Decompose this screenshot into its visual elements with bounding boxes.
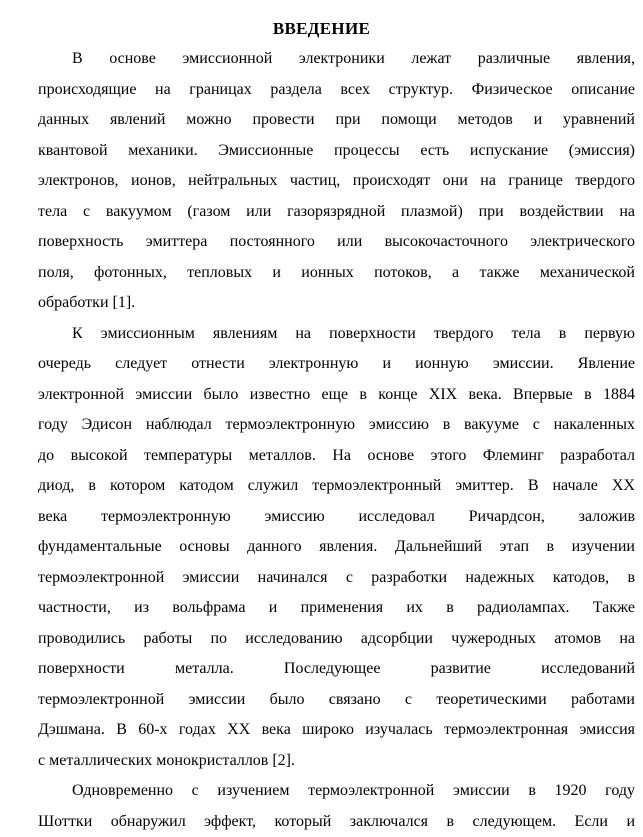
text-line: электронов, ионов, нейтральных частиц, происходят они на границе твердого	[38, 166, 635, 197]
text-line: термоэлектронной эмиссии начинался с разработки надежных катодов, в	[38, 563, 635, 594]
text-line: Дэшмана. В 60-х годах XX века широко изучалась термоэлектронная эмиссия	[38, 715, 635, 746]
text-line: частности, из вольфрама и применения их в радиолампах. Также	[38, 593, 635, 624]
document-title: ВВЕДЕНИЕ	[0, 14, 643, 44]
document-body	[38, 44, 635, 837]
text-line: до высокой температуры металлов. На основе этого Флеминг разработал	[38, 441, 635, 472]
paragraph	[38, 776, 635, 837]
text-line: В основе эмиссионной электроники лежат различные явления,	[38, 44, 635, 75]
text-line: электронной эмиссии было известно еще в конце XIX века. Впервые в 1884	[38, 380, 635, 411]
text-line: тела с вакуумом (газом или газорязрядной плазмой) при воздействии на	[38, 197, 635, 228]
text-line: Одновременно с изучением термоэлектронной эмиссии в 1920 году	[38, 776, 635, 807]
text-line: проводились работы по исследованию адсорбции чужеродных атомов на	[38, 624, 635, 655]
text-line: фундаментальные основы данного явления. Дальнейший этап в изучении	[38, 532, 635, 563]
text-line: квантовой механики. Эмиссионные процессы есть испускание (эмиссия)	[38, 136, 635, 167]
text-line: термоэлектронной эмиссии было связано с теоретическими работами	[38, 685, 635, 716]
text-line: обработки [1].	[38, 288, 635, 319]
text-line: очередь следует отнести электронную и ионную эмиссии. Явление	[38, 349, 635, 380]
text-line: поверхность эмиттера постоянного или высокочасточного электрического	[38, 227, 635, 258]
text-line: К эмиссионным явлениям на поверхности твердого тела в первую	[38, 319, 635, 350]
text-line: с металлических монокристаллов [2].	[38, 746, 635, 777]
text-line: века термоэлектронную эмиссию исследовал Ричардсон, заложив	[38, 502, 635, 533]
paragraph	[38, 44, 635, 319]
text-line: происходящие на границах раздела всех структур. Физическое описание	[38, 75, 635, 106]
text-line: Шоттки обнаружил эффект, который заключался в следующем. Если и	[38, 807, 635, 837]
text-line: поля, фотонных, тепловых и ионных потоков, а также механической	[38, 258, 635, 289]
text-line: данных явлений можно провести при помощи методов и уравнений	[38, 105, 635, 136]
text-line: году Эдисон наблюдал термоэлектронную эмиссию в вакууме с накаленных	[38, 410, 635, 441]
paragraph	[38, 319, 635, 777]
text-line: поверхности металла. Последующее развитие исследований	[38, 654, 635, 685]
text-line: диод, в котором катодом служил термоэлектронный эмиттер. В начале XX	[38, 471, 635, 502]
